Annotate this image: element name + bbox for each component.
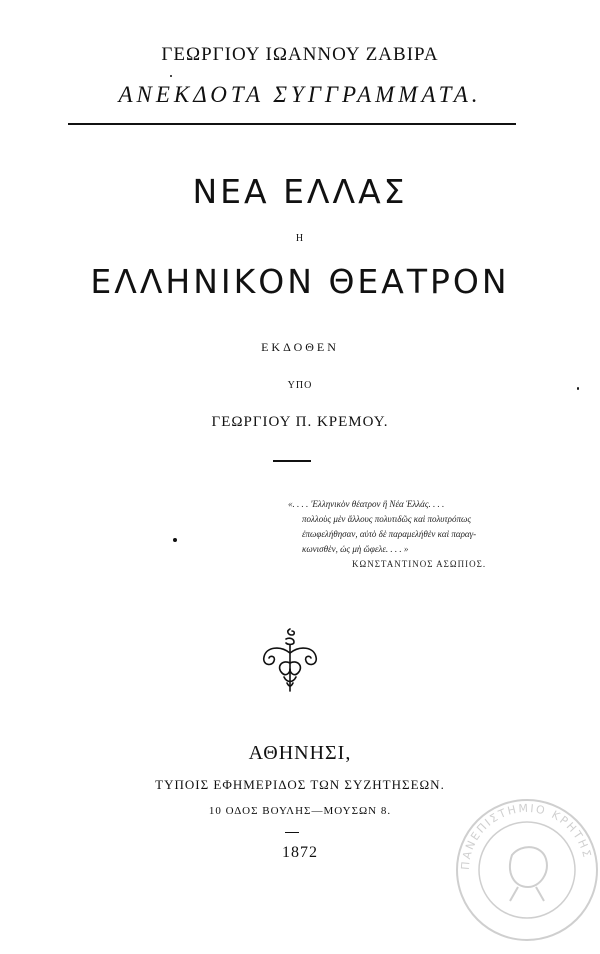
speck [173, 538, 177, 542]
book-subtitle: ΕΛΛΗΝΙΚΟΝ ΘΕΑΤΡΟΝ [90, 262, 510, 301]
imprint-address: 10 ΟΔΟΣ ΒΟΥΛΗΣ—ΜΟΥΣΩΝ 8. [208, 805, 392, 817]
editor-name: ΓΕΩΡΓΙΟΥ Π. ΚΡΕΜΟΥ. [211, 414, 389, 430]
epigraph-source: ΚΩΝΣΤΑΝΤΙΝΟΣ ΑΣΩΠΙΟΣ. [352, 559, 487, 569]
author-line: ΓΕΩΡΓΙΟΥ ΙΩΑΝΝΟΥ ΖΑΒΙΡΑ [161, 44, 439, 65]
imprint-divider [285, 832, 299, 833]
edited-label: ΕΚΔΟΘΕΝ [261, 340, 339, 354]
epigraph [288, 497, 518, 572]
speck [170, 75, 172, 77]
series-title: ΑΝΕΚΔΟΤΑ ΣΥΓΓΡΑΜΜΑΤΑ. [118, 82, 482, 107]
section-divider [273, 460, 311, 462]
printer-ornament-icon [258, 625, 322, 695]
epigraph-line: κωνισθὲν, ὡς μὴ ὤφελε. . . . » [302, 544, 409, 554]
epigraph-line: πολλοὺς μὲν ἄλλους πολυτιδῶς καὶ πολυτρόπως [302, 514, 471, 524]
title-conjunction: Η [295, 233, 305, 244]
stamp-text: ΠΑΝΕΠΙΣΤΗΜΙΟ ΚΡΗΤΗΣ [458, 801, 594, 871]
imprint-printer: ΤΥΠΟΙΣ ΕΦΗΜΕΡΙΔΟΣ ΤΩΝ ΣΥΖΗΤΗΣΕΩΝ. [155, 777, 445, 792]
book-title: ΝΕΑ ΕΛΛΑΣ [192, 172, 408, 211]
imprint-place: ΑΘΗΝΗΣΙ, [248, 742, 352, 764]
epigraph-line: ἐπωφελήθησαν, αὐτὸ δὲ παραμελήθὲν καὶ παραγ- [302, 529, 477, 539]
by-label: ΥΠΟ [287, 380, 313, 391]
publication-year: 1872 [282, 844, 318, 861]
speck [577, 387, 579, 390]
epigraph-line: «. . . . 'Ελληνικὸν θέατρον ἢ Νέα Ἑλλάς. . . . [288, 499, 445, 509]
library-stamp-icon [452, 795, 600, 945]
header-divider [68, 123, 516, 125]
